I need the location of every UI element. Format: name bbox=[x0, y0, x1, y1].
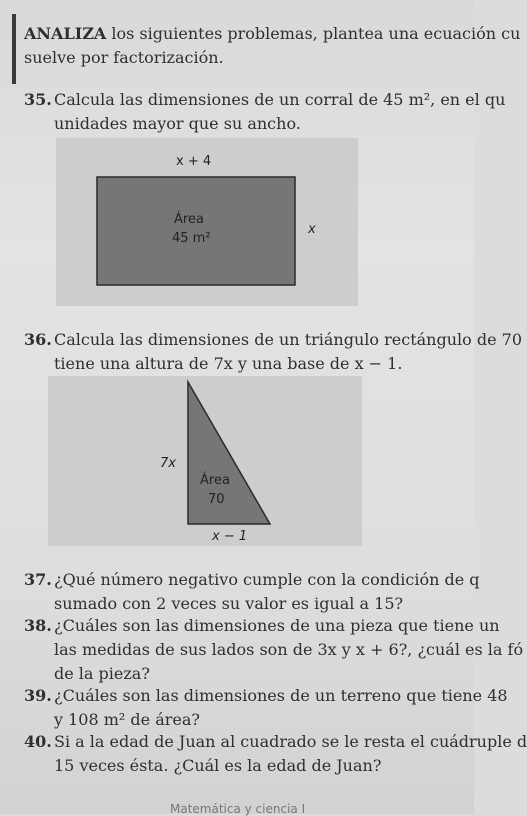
problem-line1: Calcula las dimensiones de un triángulo rectángulo de 70 bbox=[54, 330, 522, 349]
triangle-side-label: 7x bbox=[160, 456, 176, 471]
problem-line2: las medidas de sus lados son de 3x y x + 6?, ¿cuál es la fó bbox=[54, 640, 524, 659]
triangle-bottom-label: x − 1 bbox=[212, 529, 248, 544]
problem-line1: Si a la edad de Juan al cuadrado se le resta el cuádruple d bbox=[54, 732, 527, 751]
problem-number: 35. bbox=[24, 90, 52, 109]
problem-37 bbox=[24, 568, 480, 616]
rectangle-area-word: Área bbox=[174, 212, 204, 227]
problem-line2: y 108 m² de área? bbox=[54, 710, 200, 729]
triangle-diagram bbox=[48, 376, 362, 546]
problem-line2: sumado con 2 veces su valor es igual a 15? bbox=[54, 594, 404, 613]
problem-number: 38. bbox=[24, 616, 52, 635]
intro-line2: suelve por factorización. bbox=[24, 48, 224, 67]
problem-line1: ¿Cuáles son las dimensiones de una pieza que tiene un bbox=[54, 616, 500, 635]
problem-40 bbox=[24, 730, 527, 778]
problem-number: 40. bbox=[24, 732, 52, 751]
rectangle-area-value: 45 m² bbox=[172, 231, 211, 246]
triangle-figure bbox=[48, 376, 362, 546]
problem-line1: Calcula las dimensiones de un corral de 45 m², en el qu bbox=[54, 90, 506, 109]
problem-36 bbox=[24, 328, 522, 376]
right-triangle bbox=[188, 382, 270, 524]
problem-number: 36. bbox=[24, 330, 52, 349]
intro-bold-word: ANALIZA bbox=[24, 24, 107, 43]
rectangle-figure bbox=[56, 138, 358, 306]
problem-line2: 15 veces ésta. ¿Cuál es la edad de Juan? bbox=[54, 756, 382, 775]
problem-35 bbox=[24, 88, 506, 136]
rectangle-side-label: x bbox=[308, 222, 316, 237]
problem-38 bbox=[24, 614, 524, 686]
triangle-area-word: Área bbox=[200, 473, 230, 488]
problem-line2: unidades mayor que su ancho. bbox=[54, 114, 301, 133]
problem-39 bbox=[24, 684, 508, 732]
problem-number: 37. bbox=[24, 570, 52, 589]
problem-number: 39. bbox=[24, 686, 52, 705]
problem-line2: tiene una altura de 7x y una base de x − 1. bbox=[54, 354, 403, 373]
triangle-area-value: 70 bbox=[208, 492, 225, 507]
problem-line3: de la pieza? bbox=[54, 664, 150, 683]
problem-line1: ¿Cuáles son las dimensiones de un terreno que tiene 48 bbox=[54, 686, 508, 705]
intro-instructions bbox=[24, 22, 521, 70]
rectangle-top-label: x + 4 bbox=[176, 154, 212, 169]
section-marker-bar bbox=[12, 14, 16, 84]
problem-line1: ¿Qué número negativo cumple con la condición de q bbox=[54, 570, 480, 589]
page-footer: Matemática y ciencia I bbox=[170, 802, 306, 816]
intro-line1: los siguientes problemas, plantea una ecuación cu bbox=[106, 24, 521, 43]
